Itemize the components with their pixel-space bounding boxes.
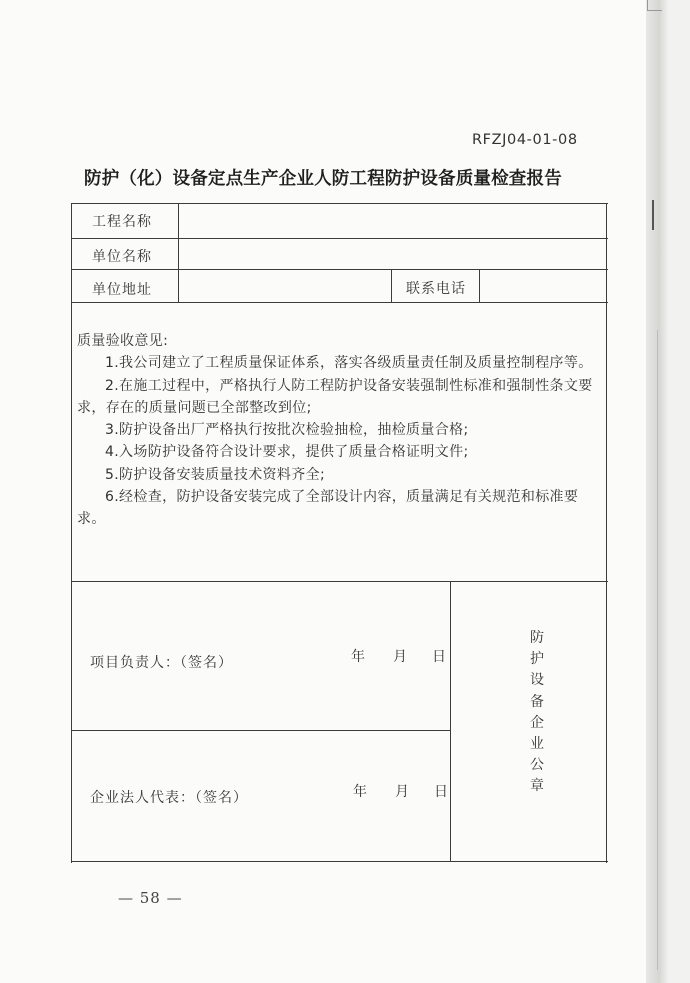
opinion-heading: 质量验收意见: — [77, 333, 169, 349]
row-divider — [71, 238, 608, 239]
date-day: 日 — [432, 649, 447, 665]
scan-edge-mark — [652, 200, 654, 230]
seal-char: 章 — [530, 778, 544, 795]
opinion-item: 5.防护设备安装质量技术资料齐全; — [105, 466, 326, 483]
scan-corner-mark — [647, 0, 662, 11]
seal-char: 护 — [530, 651, 544, 668]
table-border-bottom — [71, 861, 608, 862]
project-leader-signature: 项目负责人：（签名） — [90, 655, 233, 671]
opinion-item: 3.防护设备出厂严格执行按批次检验抽检，抽检质量合格; — [105, 422, 469, 439]
row-divider — [71, 302, 608, 303]
seal-char: 设 — [530, 672, 544, 689]
date-year: 年 — [353, 784, 368, 800]
seal-char: 备 — [530, 693, 544, 710]
phone-value-divider — [479, 269, 480, 302]
signature-divider — [71, 730, 450, 731]
project-name-label: 工程名称 — [92, 214, 152, 230]
row-divider — [71, 269, 608, 270]
unit-name-label: 单位名称 — [92, 249, 152, 265]
contact-phone-label: 联系电话 — [406, 281, 466, 297]
company-seal-label — [525, 628, 549, 798]
row-divider — [71, 581, 608, 582]
date-day: 日 — [434, 784, 449, 800]
table-border-top — [71, 203, 608, 204]
date-month: 月 — [395, 784, 410, 800]
seal-char: 防 — [530, 630, 544, 646]
opinion-item: 1.我公司建立了工程质量保证体系，落实各级质量责任制及质量控制程序等。 — [105, 355, 593, 372]
legal-rep-signature: 企业法人代表：（签名） — [90, 790, 248, 806]
scan-edge-line — [657, 330, 658, 970]
document-title: 防护（化）设备定点生产企业人防工程防护设备质量检查报告 — [84, 169, 562, 189]
quality-opinion — [77, 330, 602, 531]
date-month: 月 — [393, 649, 408, 665]
opinion-item: 4.入场防护设备符合设计要求，提供了质量合格证明文件; — [105, 444, 469, 461]
seal-char: 业 — [530, 736, 544, 753]
phone-column-divider — [391, 269, 392, 302]
document-code: RFZJ04-01-08 — [472, 132, 578, 148]
seal-char: 公 — [530, 757, 544, 774]
seal-char: 企 — [530, 714, 544, 731]
label-column-divider — [178, 203, 179, 302]
date-year: 年 — [351, 649, 366, 665]
page-number: — 58 — — [118, 889, 183, 907]
opinion-item: 2.在施工过程中，严格执行人防工程防护设备安装强制性标准和强制性条文要求，存在的质量问题已全部整改到位; — [77, 377, 593, 416]
seal-column-divider — [450, 581, 451, 862]
unit-address-label: 单位地址 — [92, 282, 152, 298]
opinion-item: 6.经检查，防护设备安装完成了全部设计内容，质量满足有关规范和标准要求。 — [77, 489, 579, 528]
